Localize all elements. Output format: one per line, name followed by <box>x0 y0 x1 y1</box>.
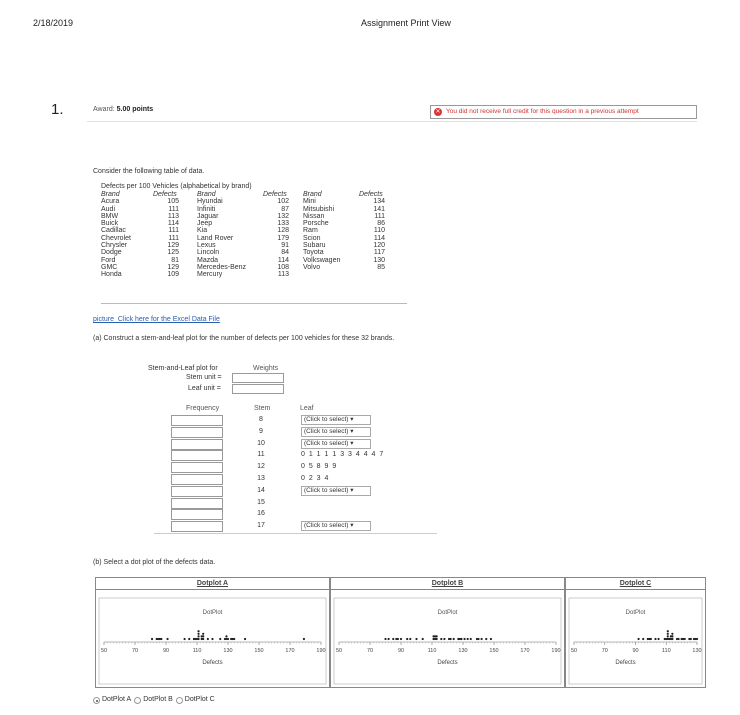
table-cell: Mercury <box>197 271 223 279</box>
table-cell: Land Rover <box>197 234 234 242</box>
data-dot <box>637 638 639 640</box>
leaf-value: 0 2 3 4 <box>301 475 330 482</box>
table-row <box>101 257 385 264</box>
data-dot <box>436 638 438 640</box>
dotplot-panel <box>565 577 706 688</box>
frequency-input[interactable] <box>171 474 223 485</box>
excel-data-link[interactable]: picture_Click here for the Excel Data File <box>93 316 220 323</box>
frequency-input[interactable] <box>171 498 223 509</box>
table-cell: 113 <box>167 212 179 220</box>
data-dot <box>443 638 445 640</box>
leaf-unit-label: Leaf unit = <box>188 385 221 392</box>
x-tick-label: 110 <box>427 648 437 654</box>
table-cell: 91 <box>281 242 289 250</box>
table-row <box>101 198 385 205</box>
stem-value: 17 <box>257 522 265 530</box>
data-dot <box>303 638 305 640</box>
table-row <box>101 249 385 256</box>
leaf-select[interactable] <box>301 415 371 425</box>
data-dot <box>197 635 199 637</box>
dotplot-chart <box>96 590 329 686</box>
table-cell: 86 <box>377 220 385 228</box>
table-cell: Ford <box>101 256 116 264</box>
question-number: 1. <box>51 101 64 118</box>
data-dot <box>196 638 198 640</box>
leaf-select[interactable] <box>301 521 371 531</box>
x-tick-label: 130 <box>223 648 233 654</box>
table-cell: Chrysler <box>101 242 128 250</box>
option-label: DotPlot A <box>102 696 132 703</box>
data-dot <box>166 638 168 640</box>
part-b-prompt: (b) Select a dot plot of the defects data. <box>93 559 216 566</box>
previous-attempt-notice <box>430 105 697 119</box>
leaf-select[interactable] <box>301 439 371 449</box>
question-divider <box>87 121 697 122</box>
table-cell: Porsche <box>303 220 329 228</box>
notice-text: You did not receive full credit for this question in a previous attempt <box>446 108 639 115</box>
data-dot <box>450 638 452 640</box>
data-dot <box>690 638 692 640</box>
award-info <box>93 106 153 113</box>
table-cell: Mazda <box>197 256 219 264</box>
dotplot-name: Dotplot B <box>331 578 564 590</box>
option-label: DotPlot B <box>143 696 173 703</box>
col-header: Brand <box>101 191 120 198</box>
stem-leaf-bottom-rule <box>154 533 437 534</box>
dotplot-option[interactable] <box>134 696 173 703</box>
weights-label: Weights <box>253 365 279 372</box>
award-value: 5.00 points <box>116 106 154 113</box>
stem-value: 9 <box>259 427 263 435</box>
x-tick-label: 110 <box>661 648 671 654</box>
data-dot <box>184 638 186 640</box>
x-tick-label: 50 <box>570 648 578 654</box>
data-dot <box>388 638 390 640</box>
data-dot <box>151 638 153 640</box>
print-date: 2/18/2019 <box>33 18 74 28</box>
table-cell: 110 <box>373 227 385 235</box>
data-dot <box>157 638 159 640</box>
x-tick-label: 110 <box>192 648 202 654</box>
table-row <box>101 206 385 213</box>
data-dot <box>436 635 438 637</box>
leaf-header: Leaf <box>300 405 314 412</box>
frequency-input[interactable] <box>171 439 223 450</box>
table-cell: Dodge <box>101 249 122 257</box>
data-dot <box>207 638 209 640</box>
table-cell: Mitsubishi <box>303 205 335 213</box>
radio-button[interactable] <box>93 697 100 704</box>
table-cell: 129 <box>167 242 179 250</box>
table-cell: Kia <box>197 227 208 235</box>
leaf-unit-input[interactable] <box>232 384 284 394</box>
x-axis-label: Defects <box>202 660 223 666</box>
data-dot <box>227 638 229 640</box>
data-dot <box>440 638 442 640</box>
table-cell: 85 <box>377 263 385 271</box>
table-cell: 130 <box>373 256 385 264</box>
x-tick-label: 70 <box>601 648 608 654</box>
table-cell: Jaguar <box>197 212 219 220</box>
frequency-input[interactable] <box>171 521 223 532</box>
leaf-select-label: (Click to select) <box>304 522 349 530</box>
x-axis-label: Defects <box>615 660 636 666</box>
table-cell: 129 <box>167 263 179 271</box>
x-tick-label: 90 <box>162 648 170 654</box>
stem-value: 10 <box>257 439 265 447</box>
data-dot <box>244 638 246 640</box>
table-cell: Buick <box>101 220 119 228</box>
data-dot <box>654 638 656 640</box>
option-label: DotPlot C <box>184 696 215 703</box>
data-dot <box>667 635 669 637</box>
x-tick-label: 170 <box>520 648 530 654</box>
data-dot <box>202 638 204 640</box>
data-dot <box>490 638 492 640</box>
table-cell: 133 <box>277 220 289 228</box>
table-cell: 111 <box>168 205 179 213</box>
data-dot <box>453 638 455 640</box>
data-dot <box>648 638 650 640</box>
question-intro: Consider the following table of data. <box>93 168 205 175</box>
table-cell: 108 <box>277 263 289 271</box>
table-row <box>101 242 385 249</box>
dotplot-option[interactable] <box>93 696 131 703</box>
defects-table <box>101 191 385 279</box>
data-dot <box>477 638 479 640</box>
dotplot-inner-title: DotPlot <box>437 610 458 616</box>
table-cell: Ram <box>303 227 318 235</box>
table-cell: 84 <box>281 249 289 257</box>
chevron-down-icon: ▾ <box>348 416 354 423</box>
frequency-input[interactable] <box>171 415 223 426</box>
data-dot <box>696 638 698 640</box>
table-cell: 87 <box>281 205 289 213</box>
table-cell: Infiniti <box>197 205 216 213</box>
data-dot <box>233 638 235 640</box>
table-cell: 134 <box>373 198 385 206</box>
dotplot-options <box>93 696 218 703</box>
dotplot-option[interactable] <box>176 696 215 703</box>
data-dot <box>201 635 203 637</box>
frequency-input[interactable] <box>171 427 223 438</box>
stem-value: 14 <box>257 486 265 494</box>
dotplot-chart <box>566 590 705 686</box>
chevron-down-icon: ▾ <box>348 486 354 494</box>
table-cell: 132 <box>277 212 289 220</box>
table-cell: Jeep <box>197 220 213 228</box>
table-cell: 111 <box>168 234 179 242</box>
col-header: Brand <box>303 191 322 198</box>
table-row <box>101 213 385 220</box>
table-cell: Toyota <box>303 249 324 257</box>
data-dot <box>384 638 386 640</box>
table-cell: Mercedes-Benz <box>197 263 247 271</box>
table-cell: 114 <box>373 234 385 242</box>
data-dot <box>197 633 199 635</box>
table-cell: GMC <box>101 263 118 271</box>
page-title: Assignment Print View <box>361 18 451 28</box>
x-tick-label: 90 <box>397 648 405 654</box>
data-dot <box>467 638 469 640</box>
data-dot <box>481 638 483 640</box>
table-row <box>101 264 385 271</box>
table-cell: Volkswagen <box>303 256 341 264</box>
table-cell: 179 <box>277 234 289 242</box>
leaf-value: 0 1 1 1 1 3 3 4 4 4 7 <box>301 451 385 459</box>
data-dot <box>463 638 465 640</box>
col-header: Brand <box>197 191 216 198</box>
data-dot <box>188 638 190 640</box>
leaf-select-label: (Click to select) <box>304 439 349 447</box>
error-icon: ✕ <box>435 109 441 115</box>
data-dot <box>224 638 226 640</box>
table-cell: 128 <box>277 227 289 235</box>
leaf-select-label: (Click to select) <box>304 486 349 494</box>
table-cell: Honda <box>101 271 122 279</box>
data-dot <box>409 638 411 640</box>
leaf-value: 0 5 8 9 9 <box>301 463 338 471</box>
data-dot <box>657 638 659 640</box>
table-row <box>101 227 385 234</box>
data-dot <box>485 638 487 640</box>
table-cell: 102 <box>277 198 289 206</box>
data-dot <box>671 638 673 640</box>
chevron-down-icon: ▾ <box>348 439 354 447</box>
data-dot <box>211 638 213 640</box>
data-dot <box>642 638 644 640</box>
stem-value: 15 <box>257 498 265 506</box>
frequency-input[interactable] <box>171 486 223 497</box>
frequency-input[interactable] <box>171 450 223 461</box>
stem-value: 13 <box>257 475 265 482</box>
data-dot <box>202 633 204 635</box>
table-cell: Acura <box>101 198 120 206</box>
dotplot-inner-title: DotPlot <box>202 610 223 616</box>
chevron-down-icon: ▾ <box>348 427 354 435</box>
x-tick-label: 50 <box>335 648 343 654</box>
dotplot-panel <box>95 577 330 688</box>
data-dot <box>671 633 673 635</box>
data-dot <box>470 638 472 640</box>
stem-unit-label: Stem unit = <box>186 374 222 381</box>
data-dot <box>197 630 199 632</box>
frequency-input[interactable] <box>171 509 223 520</box>
leaf-select[interactable] <box>301 427 371 437</box>
data-dot <box>415 638 417 640</box>
table-cell: 120 <box>373 242 385 250</box>
part-a-prompt: (a) Construct a stem-and-leaf plot for the number of defects per 100 vehicles for these 32 brands. <box>93 335 395 342</box>
x-tick-label: 130 <box>458 648 468 654</box>
table-cell: 125 <box>167 249 179 257</box>
stem-value: 16 <box>257 510 265 518</box>
table-cell: Volvo <box>303 263 321 271</box>
dotplot-name: Dotplot C <box>566 578 705 590</box>
stem-value: 8 <box>259 416 263 423</box>
table-cell: Scion <box>303 234 321 242</box>
table-cell: 114 <box>167 220 179 228</box>
table-cell: Mini <box>303 198 316 206</box>
data-dot <box>422 638 424 640</box>
table-cell: Subaru <box>303 242 326 250</box>
data-dot <box>392 638 394 640</box>
x-tick-label: 130 <box>692 648 702 654</box>
x-tick-label: 150 <box>489 648 499 654</box>
data-dot <box>671 635 673 637</box>
table-row <box>101 220 385 227</box>
table-cell: 109 <box>167 271 179 279</box>
dotplot-chart <box>331 590 564 686</box>
data-dot <box>677 638 679 640</box>
table-cell: 114 <box>277 256 289 264</box>
radio-button[interactable] <box>176 697 183 704</box>
table-cell: 105 <box>167 198 179 206</box>
leaf-select-label: (Click to select) <box>304 416 349 423</box>
table-bottom-rule <box>101 303 407 304</box>
dotplot-name: Dotplot A <box>96 578 329 590</box>
col-header: Defects <box>263 191 287 198</box>
col-header: Defects <box>153 191 177 198</box>
frequency-input[interactable] <box>171 462 223 473</box>
leaf-select-label: (Click to select) <box>304 427 349 435</box>
dotplot-panel <box>330 577 565 688</box>
stem-leaf-title: Stem-and-Leaf plot for <box>148 365 218 372</box>
data-dot <box>667 630 669 632</box>
table-cell: Hyundai <box>197 198 223 206</box>
table-cell: 111 <box>374 212 385 220</box>
data-dot <box>460 638 462 640</box>
x-tick-label: 70 <box>131 648 139 654</box>
data-dot <box>684 638 686 640</box>
x-tick-label: 50 <box>100 648 108 654</box>
stem-value: 11 <box>257 451 265 459</box>
table-cell: 81 <box>171 256 179 264</box>
data-dot <box>219 638 221 640</box>
data-dot <box>225 635 227 637</box>
x-tick-label: 70 <box>366 648 374 654</box>
leaf-select[interactable] <box>301 486 371 496</box>
x-tick-label: 190 <box>316 648 326 654</box>
chevron-down-icon: ▾ <box>348 522 354 530</box>
data-dot <box>400 638 402 640</box>
table-cell: BMW <box>101 212 119 220</box>
data-dot <box>406 638 408 640</box>
stem-value: 12 <box>257 463 265 471</box>
x-tick-label: 190 <box>551 648 561 654</box>
data-dot <box>193 638 195 640</box>
table-cell: 141 <box>373 205 385 213</box>
table-cell: 113 <box>277 271 289 279</box>
table-caption: Defects per 100 Vehicles (alphabetical by brand) <box>101 183 252 190</box>
table-cell: Lexus <box>197 242 216 250</box>
frequency-header: Frequency <box>186 405 220 412</box>
col-header: Defects <box>359 191 383 198</box>
table-cell: 117 <box>373 249 385 257</box>
table-cell: 111 <box>168 227 179 235</box>
table-row <box>101 235 385 242</box>
data-dot <box>397 638 399 640</box>
stem-header: Stem <box>254 405 271 412</box>
stem-unit-input[interactable] <box>232 373 284 383</box>
table-cell: Cadillac <box>101 227 126 235</box>
x-tick-label: 150 <box>254 648 264 654</box>
award-label: Award: <box>93 106 115 113</box>
x-axis-label: Defects <box>437 660 458 666</box>
table-cell: Nissan <box>303 212 325 220</box>
table-cell: Chevrolet <box>101 234 131 242</box>
table-row <box>101 271 385 278</box>
radio-button[interactable] <box>134 697 141 704</box>
x-tick-label: 170 <box>285 648 295 654</box>
x-tick-label: 90 <box>632 648 639 654</box>
table-cell: Audi <box>101 205 116 213</box>
table-cell: Lincoln <box>197 249 220 257</box>
data-dot <box>667 633 669 635</box>
dotplot-inner-title: DotPlot <box>625 610 646 616</box>
